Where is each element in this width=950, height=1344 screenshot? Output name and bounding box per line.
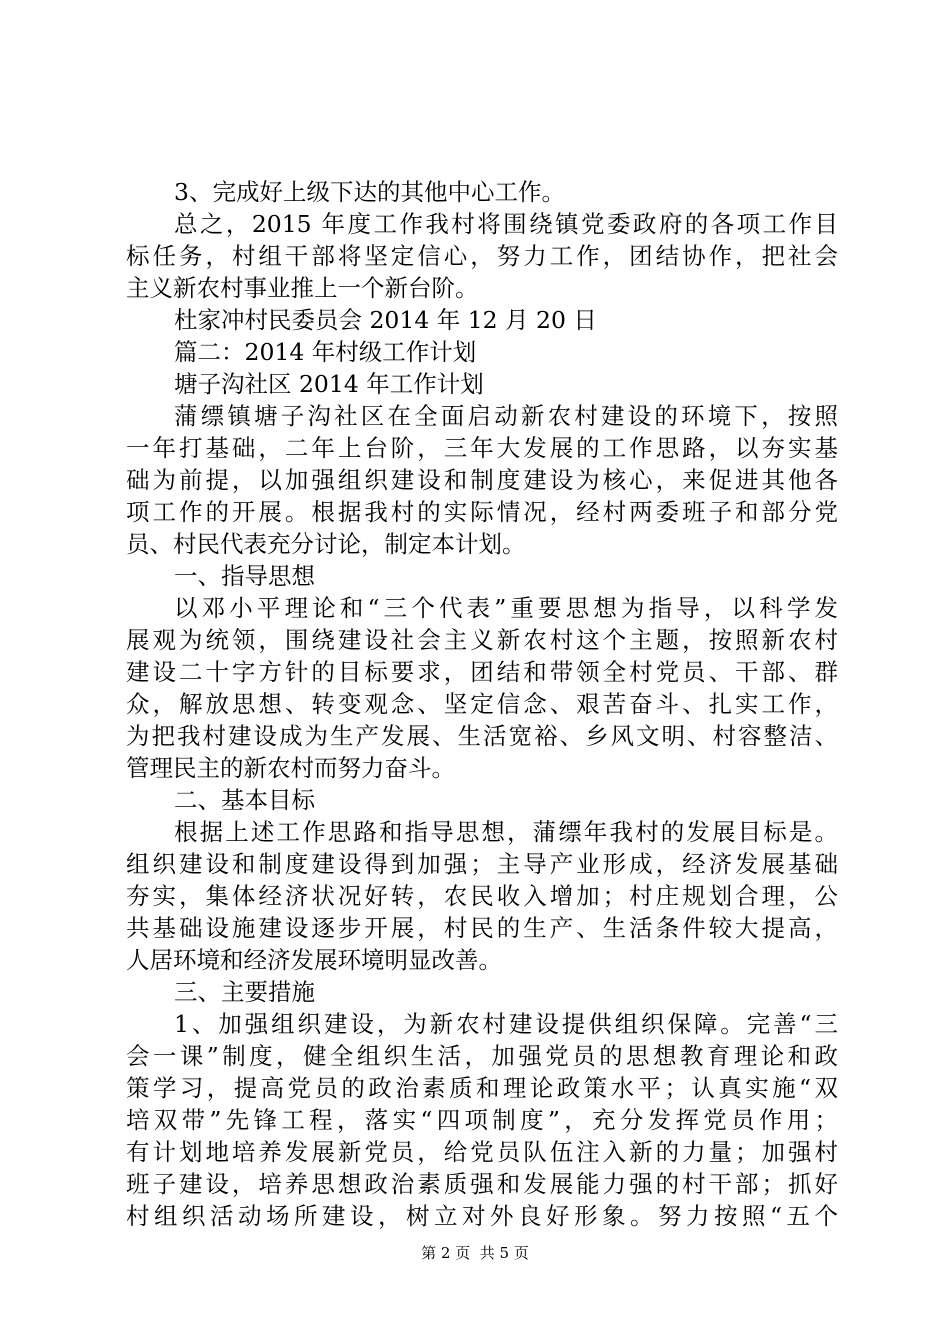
paragraph-line: 策学习，提高党员的政治素质和理论政策水平；认真实施“双 [126,1074,838,1102]
paragraph-line: 总之，2015 年度工作我村将围绕镇党委政府的各项工作目 [174,210,838,238]
paragraph-line: 有计划地培养发展新党员，给党员队伍注入新的力量；加强村 [126,1138,838,1166]
paragraph-line: 为把我村建设成为生产发展、生活宽裕、乡风文明、村容整洁、 [126,722,838,750]
paragraph-line: 根据上述工作思路和指导思想，蒲缥年我村的发展目标是。 [174,818,838,846]
paragraph-line: 众，解放思想、转变观念、坚定信念、艰苦奋斗、扎实工作， [126,690,838,718]
paragraph-line: 班子建设，培养思想政治素质强和发展能力强的村干部；抓好 [126,1170,838,1198]
paragraph-line: 培双带”先锋工程，落实“四项制度”，充分发挥党员作用； [126,1106,838,1134]
paragraph-line: 员、村民代表充分讨论，制定本计划。 [126,530,526,558]
paragraph-line: 标任务，村组干部将坚定信心，努力工作，团结协作，把社会 [126,242,838,270]
paragraph-line: 村组织活动场所建设，树立对外良好形象。努力按照“五个 [126,1202,838,1230]
paragraph-line: 一年打基础，二年上台阶，三年大发展的工作思路，以夯实基 [126,434,838,462]
paragraph-line: 管理民主的新农村而努力奋斗。 [126,754,455,782]
paragraph-line: 项工作的开展。根据我村的实际情况，经村两委班子和部分党 [126,498,838,526]
paragraph-line: 3、完成好上级下达的其他中心工作。 [174,178,565,206]
section-heading: 三、主要措施 [174,978,315,1006]
page-number: 第 2 页 [421,1244,471,1262]
signature-line: 杜家冲村民委员会 2014 年 12 月 20 日 [174,306,597,334]
paragraph-line: 础为前提，以加强组织建设和制度建设为核心，来促进其他各 [126,466,838,494]
paragraph-line: 1、加强组织建设，为新农村建设提供组织保障。完善“三 [174,1010,838,1038]
section-heading: 篇二：2014 年村级工作计划 [174,338,477,366]
page-footer [0,1243,950,1263]
paragraph-line: 组织建设和制度建设得到加强；主导产业形成，经济发展基础 [126,850,838,878]
document-title: 塘子沟社区 2014 年工作计划 [174,370,484,398]
paragraph-line: 建设二十字方针的目标要求，团结和带领全村党员、干部、群 [126,658,838,686]
paragraph-line: 共基础设施建设逐步开展，村民的生产、生活条件较大提高， [126,914,838,942]
section-heading: 一、指导思想 [174,562,315,590]
paragraph-line: 夯实，集体经济状况好转，农民收入增加；村庄规划合理，公 [126,882,838,910]
paragraph-line: 蒲缥镇塘子沟社区在全面启动新农村建设的环境下，按照 [174,402,838,430]
paragraph-line: 主义新农村事业推上一个新台阶。 [126,274,479,302]
paragraph-line: 以邓小平理论和“三个代表”重要思想为指导，以科学发 [174,594,838,622]
paragraph-line: 会一课”制度，健全组织生活，加强党员的思想教育理论和政 [126,1042,838,1070]
document-body [126,176,838,1232]
page-total: 共 5 页 [479,1244,529,1262]
paragraph-line: 人居环境和经济发展环境明显改善。 [126,946,502,974]
section-heading: 二、基本目标 [174,786,315,814]
paragraph-line: 展观为统领，围绕建设社会主义新农村这个主题，按照新农村 [126,626,838,654]
